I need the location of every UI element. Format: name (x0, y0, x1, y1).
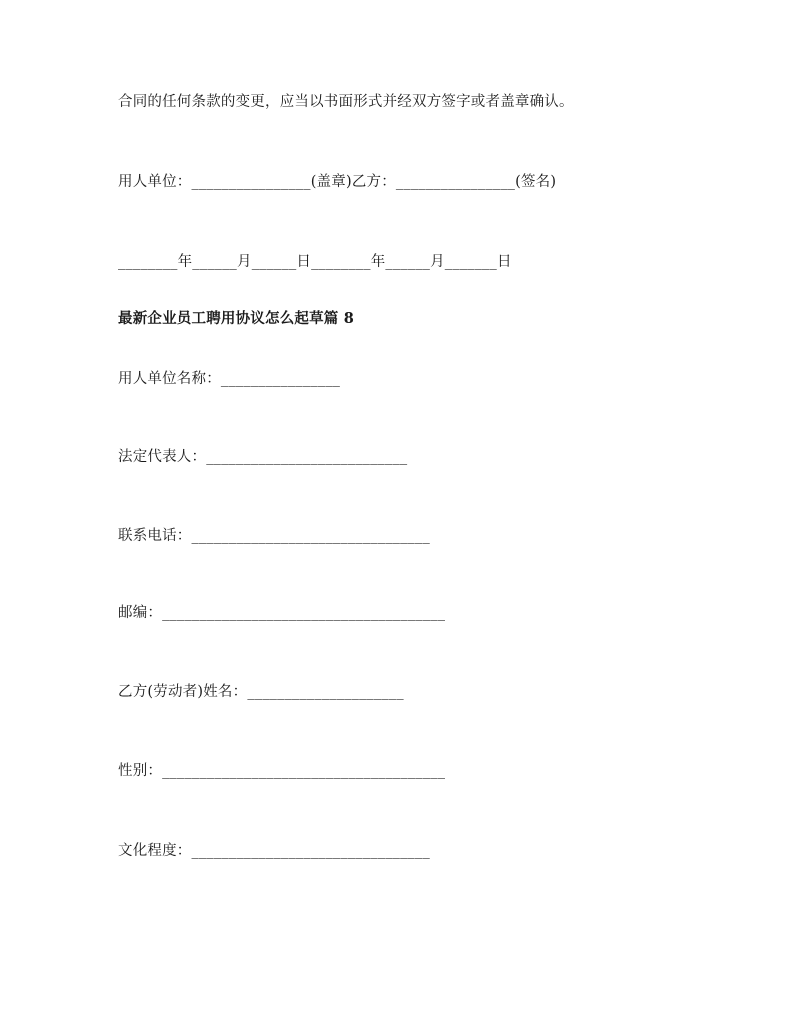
postal-code-field: 邮编：______________________________________ (118, 605, 446, 621)
date-line: ________年______月______日________年______月_______日 (118, 254, 512, 270)
signature-line: 用人单位：________________(盖章)乙方：________________(签名) (118, 174, 557, 190)
contact-phone-field: 联系电话：________________________________ (118, 528, 430, 544)
employee-name-field: 乙方(劳动者)姓名：_____________________ (118, 684, 404, 700)
gender-field: 性别：______________________________________ (118, 763, 446, 779)
legal-representative-field: 法定代表人：___________________________ (118, 449, 408, 465)
contract-change-clause: 合同的任何条款的变更，应当以书面形式并经双方签字或者盖章确认。 (118, 94, 574, 110)
education-level-field: 文化程度：________________________________ (118, 843, 430, 859)
section-heading: 最新企业员工聘用协议怎么起草篇 8 (118, 310, 355, 327)
employer-name-field: 用人单位名称：________________ (118, 371, 341, 387)
